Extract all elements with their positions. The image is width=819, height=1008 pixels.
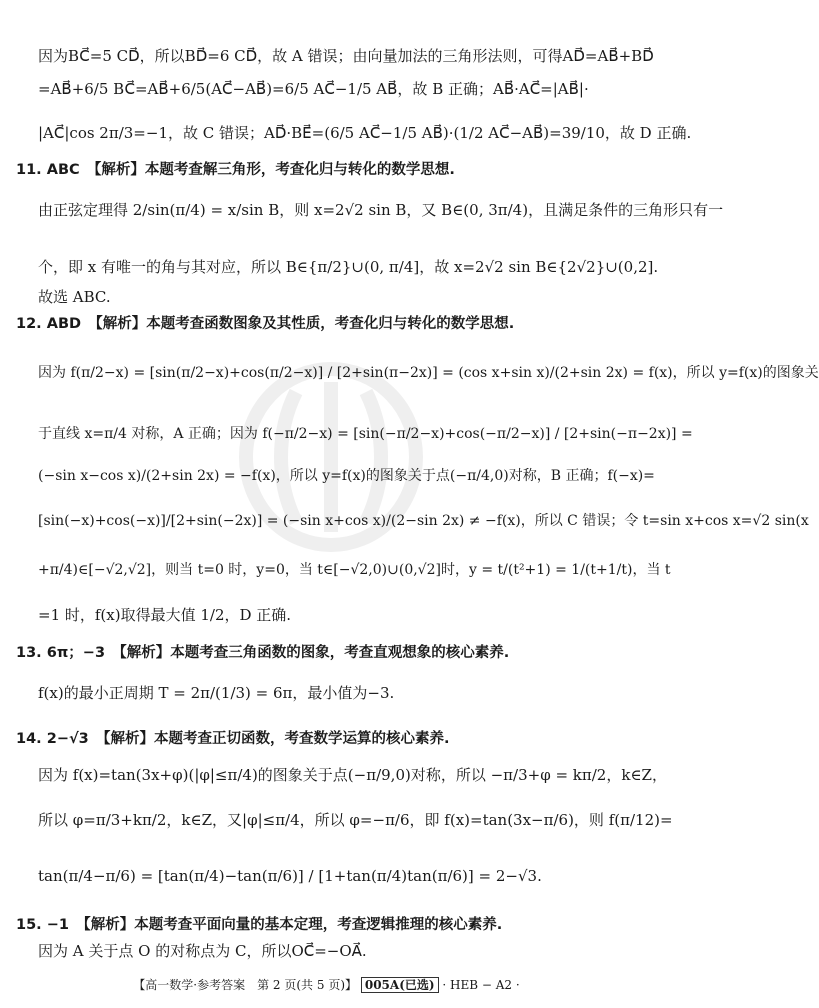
solution-line: (−sin x−cos x)/(2+sin 2x) = −f(x)，所以 y=f(x)的图象关于点(−π/4,0)对称，B 正确；f(−x)= <box>38 468 655 484</box>
solution-line: 因为 f(x)=tan(3x+φ)(|φ|≤π/4)的图象关于点(−π/9,0)对称，所以 −π/3+φ = kπ/2，k∈Z， <box>38 766 667 784</box>
solution-line: 故选 ABC. <box>38 288 111 306</box>
solution-line: 因为 f(π/2−x) = [sin(π/2−x)+cos(π/2−x)] / [2+sin(π−2x)] = (cos x+sin x)/(2+sin 2x) = f(x)，所以 y=f(x)的图象关 <box>38 365 819 381</box>
problem-14-heading: 14. 2−√3 【解析】本题考查正切函数，考查数学运算的核心素养. <box>16 731 450 747</box>
solution-line: =1 时，f(x)取得最大值 1/2，D 正确. <box>38 606 292 624</box>
solution-line: =AB⃗+6/5 BC⃗=AB⃗+6/5(AC⃗−AB⃗)=6/5 AC⃗−1/5 AB⃗，故 B 正确；AB⃗·AC⃗=|AB⃗|· <box>38 80 589 98</box>
solution-line: 个，即 x 有唯一的角与其对应，所以 B∈{π/2}∪(0, π/4]，故 x=2√2 sin B∈{2√2}∪(0,2]. <box>38 258 659 276</box>
paper-code <box>361 977 439 993</box>
solution-line: 于直线 x=π/4 对称，A 正确；因为 f(−π/2−x) = [sin(−π/2−x)+cos(−π/2−x)] / [2+sin(−π−2x)] = <box>38 426 693 442</box>
solution-line: tan(π/4−π/6) = [tan(π/4)−tan(π/6)] / [1+tan(π/4)tan(π/6)] = 2−√3. <box>38 867 542 885</box>
problem-13-heading: 13. 6π；−3 【解析】本题考查三角函数的图象，考查直观想象的核心素养. <box>16 645 510 661</box>
solution-line: 因为 A 关于点 O 的对称点为 C，所以OC⃗=−OA⃗. <box>38 942 367 960</box>
problem-12-heading: 12. ABD 【解析】本题考查函数图象及其性质，考查化归与转化的数学思想. <box>16 316 515 332</box>
solution-line: 由正弦定理得 2/sin(π/4) = x/sin B，则 x=2√2 sin B，又 B∈(0, 3π/4)，且满足条件的三角形只有一 <box>38 201 724 219</box>
page-footer <box>0 976 653 993</box>
solution-line: 因为BC⃗=5 CD⃗，所以BD⃗=6 CD⃗，故 A 错误；由向量加法的三角形法则，可得AD⃗=AB⃗+BD⃗ <box>38 47 654 65</box>
paper-code-number: 005A <box>364 978 400 992</box>
solution-line: [sin(−x)+cos(−x)]/[2+sin(−2x)] = (−sin x+cos x)/(2−sin 2x) ≠ −f(x)，所以 C 错误；令 t=sin x+cos x=√2 sin(x <box>38 513 809 529</box>
paper-code-note: (已选) <box>399 978 435 992</box>
solution-line: |AC⃗|cos 2π/3=−1，故 C 错误；AD⃗·BE⃗=(6/5 AC⃗−1/5 AB⃗)·(1/2 AC⃗−AB⃗)=39/10，故 D 正确. <box>38 124 692 142</box>
solution-line: f(x)的最小正周期 T = 2π/(1/3) = 6π，最小值为−3. <box>38 684 395 702</box>
problem-15-heading: 15. −1 【解析】本题考查平面向量的基本定理，考查逻辑推理的核心素养. <box>16 917 503 933</box>
solution-line: +π/4)∈[−√2,√2]，则当 t=0 时，y=0，当 t∈[−√2,0)∪(0,√2]时，y = t/(t²+1) = 1/(t+1/t)，当 t <box>38 562 671 578</box>
footer-text: 【高一数学·参考答案 第 2 页(共 5 页)】 <box>133 978 358 992</box>
solution-line: 所以 φ=π/3+kπ/2，k∈Z，又|φ|≤π/4，所以 φ=−π/6，即 f(x)=tan(3x−π/6)，则 f(π/12)= <box>38 811 673 829</box>
problem-11-heading: 11. ABC 【解析】本题考查解三角形，考查化归与转化的数学思想. <box>16 162 455 178</box>
series-code: · HEB − A2 · <box>442 978 520 992</box>
